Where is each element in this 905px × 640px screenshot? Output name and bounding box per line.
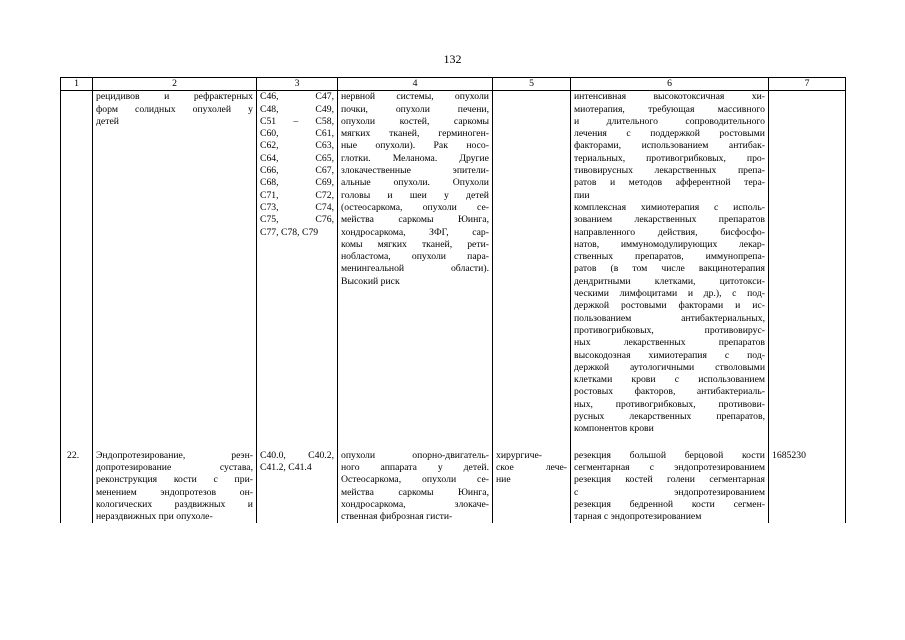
cell-line: C75, C76, (260, 214, 334, 226)
cell-line: комплексная химиотерапия с исполь- (574, 201, 765, 213)
cell-line: тивовирусных лекарственных препа- (574, 165, 765, 177)
cell-line: (остеосаркома, опухоли се- (341, 201, 489, 213)
cell-line: комы мягких тканей, рети- (341, 238, 489, 250)
cell-line: тарная с эндопротезированием (574, 511, 702, 523)
page-number: 132 (443, 52, 462, 66)
spacer-cell (338, 436, 493, 450)
cell-line: лечения с поддержкой ростовыми (574, 128, 765, 140)
medical-care-table (60, 77, 846, 523)
spacer-cell (257, 436, 338, 450)
cell-line: C62, C63, (260, 140, 334, 152)
spacer-cell (493, 436, 571, 450)
cell-line: C46, C47, (260, 91, 334, 103)
cell-line: пользованием антибактериальных, (574, 312, 765, 324)
cell-line: факторами, использованием антибак- (574, 140, 765, 152)
cell-line: компонентов крови (574, 423, 654, 435)
cell-line: Высокий риск (341, 275, 400, 287)
cell-line: натов, иммуномодулирующих лекар- (574, 238, 765, 250)
cell-line: C64, C65, (260, 152, 334, 164)
cell-line: реконструкция кости с при- (96, 474, 253, 486)
cell-line: держкой ростовыми факторами и ис- (574, 300, 765, 312)
cell-line: русных лекарственных препаратов, (574, 411, 765, 423)
cell-line: кологических раздвижных и (96, 498, 253, 510)
row-spacer (61, 436, 846, 450)
row-number (61, 91, 93, 436)
treatment-method-cell (571, 91, 769, 436)
cost-cell: 1685230 (769, 450, 846, 524)
cell-line: хондросаркома, ЗФГ, сар- (341, 226, 489, 238)
cell-line: допротезирование сустава, (96, 461, 253, 473)
cell-line: пии (574, 189, 590, 201)
cell-line: C51 – C58, (260, 115, 334, 127)
cell-line: противогрибковых, противовирус- (574, 324, 765, 336)
treatment-type-cell (493, 91, 571, 436)
cell-line: рецидивов и рефрактерных (96, 91, 253, 103)
cell-line: мейства саркомы Юинга, (341, 214, 489, 226)
cell-line: резекция костей голени сегментарная (574, 474, 765, 486)
patient-model-cell (338, 91, 493, 436)
cell-line: менингеальной области). (341, 263, 489, 275)
column-header: 1 (61, 78, 93, 91)
cell-line: форм солидных опухолей у (96, 103, 253, 115)
cell-line: ростовых факторов, антибактериаль- (574, 386, 765, 398)
cell-line: ние (496, 474, 511, 486)
cell-line: C60, C61, (260, 128, 334, 140)
treatment-method-cell (571, 450, 769, 524)
cell-line: резекция большой берцовой кости (574, 449, 765, 461)
cell-line: дендритными клетками, цитотокси- (574, 275, 765, 287)
cell-line: Эндопротезирование, реэн- (96, 449, 253, 461)
column-header: 7 (769, 78, 846, 91)
cell-line: ское лече- (496, 461, 567, 473)
column-header: 3 (257, 78, 338, 91)
cell-line: ратов и методов афферентной тера- (574, 177, 765, 189)
cell-line: злокачественные эпители- (341, 165, 489, 177)
table-row (61, 450, 846, 524)
cell-line: ных лекарственных препаратов (574, 337, 765, 349)
cell-line: ных, противогрибковых, противови- (574, 398, 765, 410)
spacer-cell (61, 436, 93, 450)
spacer-cell (769, 436, 846, 450)
cell-line: C71, C72, (260, 189, 334, 201)
cell-line: клетками крови с использованием (574, 374, 765, 386)
cell-line: C66, C67, (260, 165, 334, 177)
cell-line: ного аппарата у детей. (341, 461, 489, 473)
table-row (61, 91, 846, 436)
cell-line: нераздвижных при опухоле- (96, 511, 213, 523)
cell-line: опухоли костей, саркомы (341, 115, 489, 127)
cell-line: интенсивная высокотоксичная хи- (574, 91, 765, 103)
cell-line: C77, C78, C79 (260, 226, 319, 238)
cell-line: головы и шеи у детей (341, 189, 489, 201)
column-header: 5 (493, 78, 571, 91)
cell-line: зованием лекарственных препаратов (574, 214, 765, 226)
cell-line: C48, C49, (260, 103, 334, 115)
cell-line: миотерапия, требующая массивного (574, 103, 765, 115)
cell-line: опухоли опорно-двигатель- (341, 449, 489, 461)
cell-line: териальных, противогрибковых, про- (574, 152, 765, 164)
cell-line: нобластома, опухоли пара- (341, 251, 489, 263)
cell-line: хондросаркома, злокаче- (341, 498, 489, 510)
cell-line: держкой аутологичными стволовыми (574, 361, 765, 373)
cell-line: нервной системы, опухоли (341, 91, 489, 103)
icd-codes-cell (257, 450, 338, 524)
cell-line: Остеосаркома, опухоли се- (341, 474, 489, 486)
cell-line: C73, C74, (260, 201, 334, 213)
cell-line: хирургиче- (496, 449, 542, 461)
column-header: 4 (338, 78, 493, 91)
method-name-cell (93, 91, 257, 436)
icd-codes-cell (257, 91, 338, 436)
cell-line: C41.2, C41.4 (260, 461, 312, 473)
cell-line: мягких тканей, герминоген- (341, 128, 489, 140)
cell-line: ственная фиброзная гисти- (341, 511, 453, 523)
column-header: 6 (571, 78, 769, 91)
spacer-cell (93, 436, 257, 450)
cell-line: с эндопротезированием (574, 486, 765, 498)
cell-line: менением эндопротезов он- (96, 486, 253, 498)
row-number: 22. (61, 450, 93, 524)
cell-line: ческими лимфоцитами и др.), с под- (574, 288, 765, 300)
cell-line: C40.0, C40.2, (260, 449, 334, 461)
column-header: 2 (93, 78, 257, 91)
cell-line: детей (96, 115, 119, 127)
cell-line: сегментарная с эндопротезированием (574, 461, 765, 473)
cell-line: направленного действия, бисфосфо- (574, 226, 765, 238)
cell-line: глотки. Меланома. Другие (341, 152, 489, 164)
cell-line: мейства саркомы Юинга, (341, 486, 489, 498)
cell-line: ратов (в том числе вакцинотерапия (574, 263, 765, 275)
treatment-type-cell (493, 450, 571, 524)
cell-line: альные опухоли. Опухоли (341, 177, 489, 189)
cell-line: и длительного сопроводительного (574, 115, 765, 127)
cell-line: высокодозная химиотерапия с под- (574, 349, 765, 361)
column-number-header-row (61, 78, 846, 91)
cell-line: ные опухоли). Рак носо- (341, 140, 489, 152)
method-name-cell (93, 450, 257, 524)
cell-line: ственных препаратов, иммунопрепа- (574, 251, 765, 263)
spacer-cell (571, 436, 769, 450)
cell-line: C68, C69, (260, 177, 334, 189)
cost-cell (769, 91, 846, 436)
cell-line: резекция бедренной кости сегмен- (574, 498, 765, 510)
cell-line: почки, опухоли печени, (341, 103, 489, 115)
patient-model-cell (338, 450, 493, 524)
